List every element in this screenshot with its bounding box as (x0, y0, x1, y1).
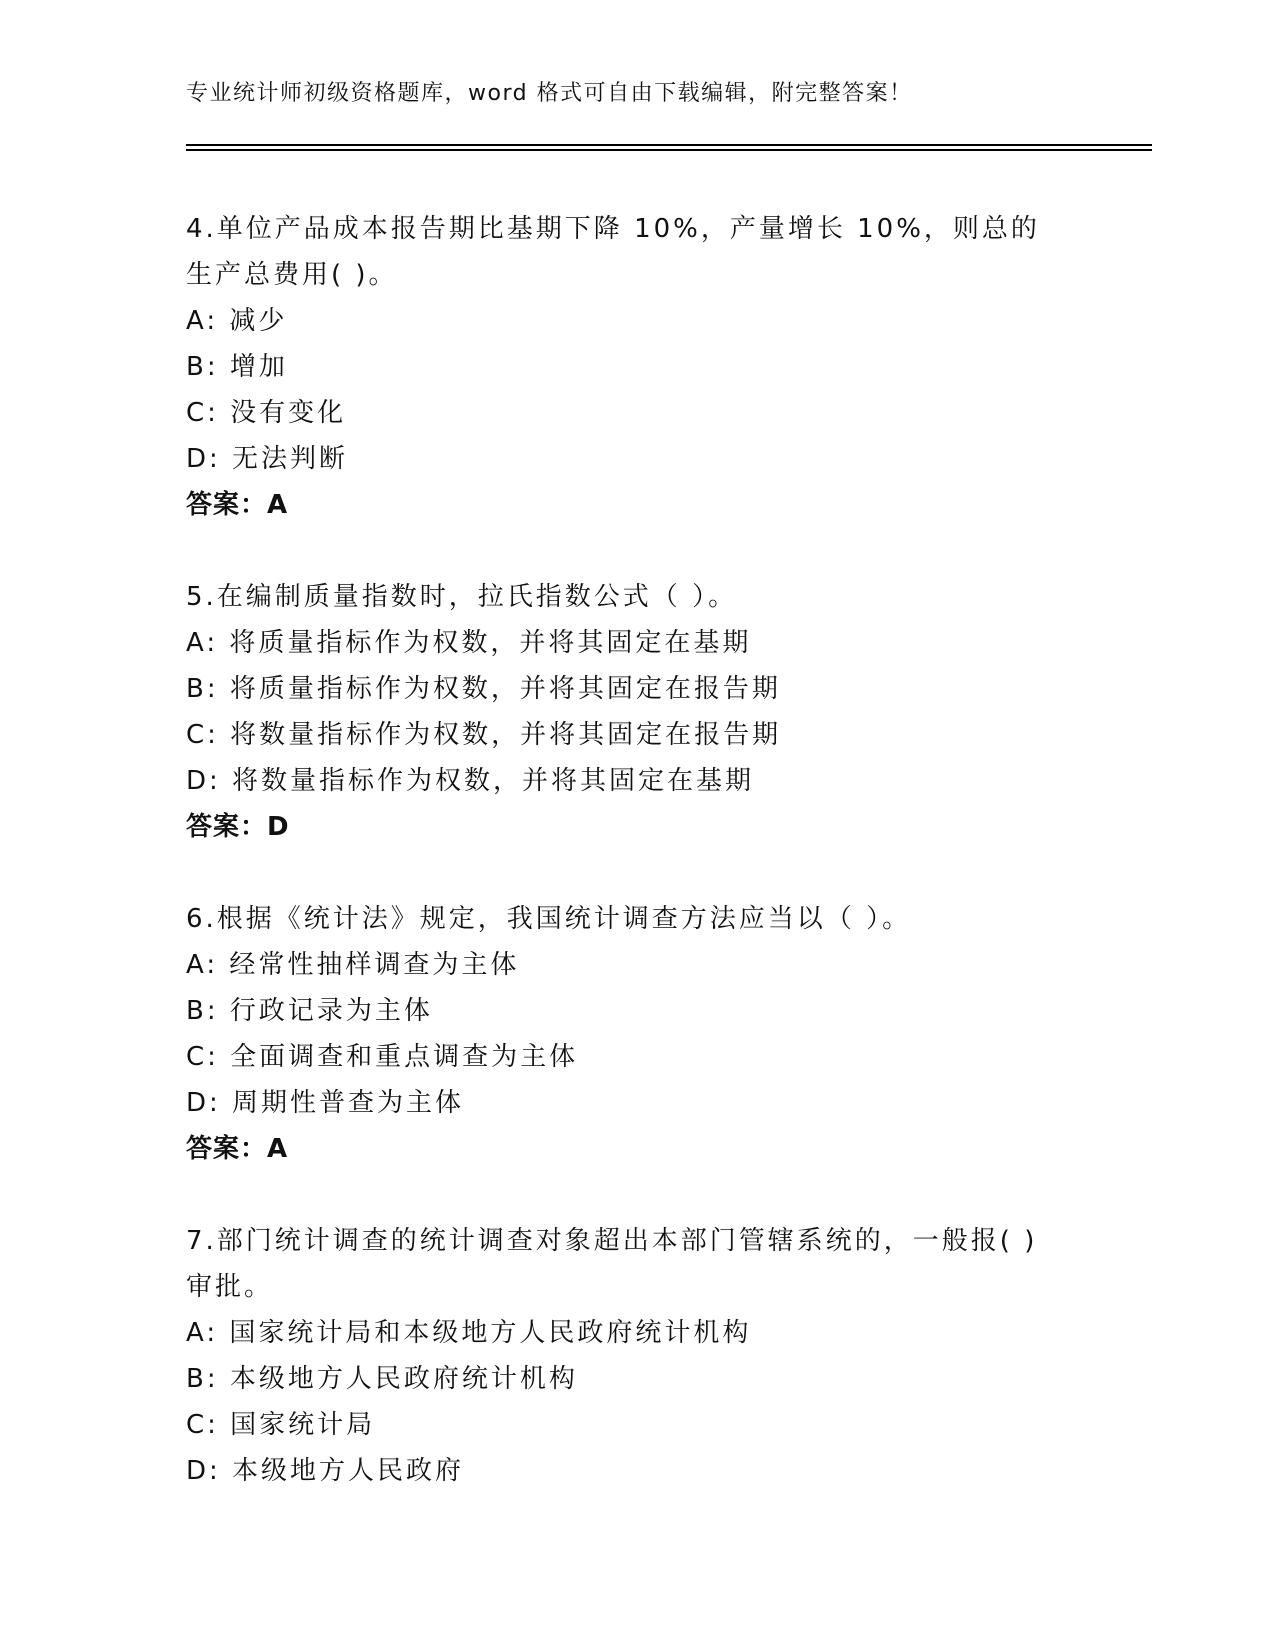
question-stem: 5.在编制质量指数时，拉氏指数公式（ ）。 (186, 582, 738, 612)
question-4 (186, 206, 1066, 528)
question-7 (186, 1218, 1066, 1494)
answer-line: 答案：A (186, 490, 289, 520)
option-d: D: 本级地方人民政府 (186, 1456, 465, 1486)
page-header: 专业统计师初级资格题库，word 格式可自由下载编辑，附完整答案！ (186, 81, 913, 106)
answer-line: 答案：D (186, 812, 290, 842)
option-b: B: 行政记录为主体 (186, 996, 433, 1026)
option-a: A: 减少 (186, 306, 288, 336)
question-stem: 6.根据《统计法》规定，我国统计调查方法应当以（ ）。 (186, 904, 912, 934)
question-stem: 4.单位产品成本报告期比基期下降 10%，产量增长 10%，则总的生产总费用( )。 (186, 214, 1040, 290)
option-c: C: 国家统计局 (186, 1410, 376, 1440)
option-c: C: 将数量指标作为权数，并将其固定在报告期 (186, 720, 782, 750)
option-a: A: 国家统计局和本级地方人民政府统计机构 (186, 1318, 752, 1348)
question-6 (186, 896, 1066, 1172)
option-b: B: 本级地方人民政府统计机构 (186, 1364, 578, 1394)
header-rule-bottom (186, 149, 1152, 151)
option-b: B: 增加 (186, 352, 288, 382)
option-c: C: 全面调查和重点调查为主体 (186, 1042, 579, 1072)
answer-line: 答案：A (186, 1134, 289, 1164)
header-rule-top (186, 144, 1152, 146)
option-d: D: 将数量指标作为权数，并将其固定在基期 (186, 766, 755, 796)
question-list (186, 206, 1066, 1540)
option-a: A: 经常性抽样调查为主体 (186, 950, 520, 980)
option-d: D: 周期性普查为主体 (186, 1088, 465, 1118)
option-c: C: 没有变化 (186, 398, 347, 428)
option-d: D: 无法判断 (186, 444, 349, 474)
option-a: A: 将质量指标作为权数，并将其固定在基期 (186, 628, 752, 658)
question-stem: 7.部门统计调查的统计调查对象超出本部门管辖系统的，一般报( )审批。 (186, 1226, 1038, 1302)
option-b: B: 将质量指标作为权数，并将其固定在报告期 (186, 674, 781, 704)
question-5 (186, 574, 1066, 850)
